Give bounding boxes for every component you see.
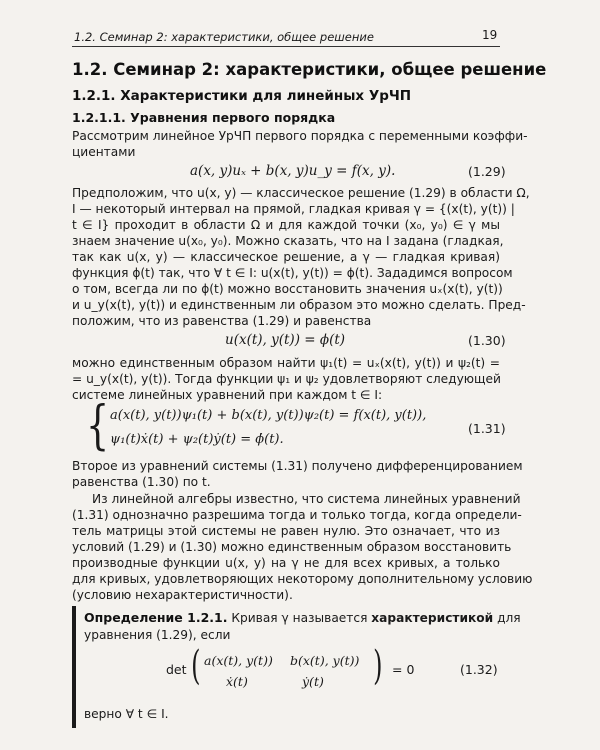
para1-line: Рассмотрим линейное УрЧП первого порядка с переменными коэффи- — [72, 129, 528, 143]
system-line-2: ψ₁(t)ẋ(t) + ψ₂(t)ẏ(t) = ϕ̇(t). — [110, 432, 284, 447]
para4-line: равенства (1.30) по t. — [72, 475, 211, 489]
system-brace: { — [86, 396, 110, 456]
para5-line: для кривых, удовлетворяющих некоторому дополнительному условию — [72, 572, 533, 586]
equation-number: (1.29) — [468, 164, 506, 179]
para5-line: тель матрицы этой системы не равен нулю. Это означает, что из — [72, 524, 500, 538]
para2-line: I — некоторый интервал на прямой, гладкая кривая γ = {(x(t), y(t)) | — [72, 202, 515, 216]
equation-number: (1.30) — [468, 333, 506, 348]
equation-1-29: a(x, y)uₓ + b(x, y)u_y = f(x, y). — [190, 163, 396, 179]
para2-line: функция ϕ(t) так, что ∀ t ∈ I: u(x(t), y(t)) = ϕ(t). Зададимся вопросом — [72, 266, 513, 280]
header-rule — [72, 46, 500, 47]
matrix-left-paren: ( — [191, 643, 201, 689]
para4-line: Второе из уравнений системы (1.31) получено дифференцированием — [72, 459, 523, 473]
para2-line: t ∈ I} проходит в области Ω и для каждой точки (x₀, y₀) ∈ γ мы — [72, 218, 500, 232]
matrix-m21: ẋ(t) — [226, 674, 248, 689]
equation-number: (1.31) — [468, 421, 506, 436]
det-rhs: = 0 — [392, 662, 415, 677]
definition-text: Кривая γ называется — [231, 611, 372, 625]
para1-line: циентами — [72, 145, 136, 159]
subsubsection-title: 1.2.1.1. Уравнения первого порядка — [72, 110, 336, 125]
matrix-m22: ẏ(t) — [302, 674, 324, 689]
para3-line: = u_y(x(t), y(t)). Тогда функции ψ₁ и ψ₂ удовлетворяют следующей — [72, 372, 501, 386]
equation-number: (1.32) — [460, 662, 498, 677]
det-label: det — [166, 662, 187, 677]
para2-line: знаем значение u(x₀, y₀). Можно сказать, что на I задана (гладкая, — [72, 234, 504, 248]
definition-term: характеристикой — [371, 611, 494, 625]
para5-line: производные функции u(x, y) на γ не для всех кривых, а только — [72, 556, 500, 570]
section-title: 1.2. Семинар 2: характеристики, общее решение — [72, 60, 547, 79]
para2-line: о том, всегда ли по ϕ(t) можно восстановить значения uₓ(x(t), y(t)) — [72, 282, 503, 296]
para5-line: условий (1.29) и (1.30) можно единственным образом восстановить — [72, 540, 512, 554]
page-number: 19 — [482, 28, 498, 42]
definition-tail: верно ∀ t ∈ I. — [84, 707, 169, 721]
subsection-title: 1.2.1. Характеристики для линейных УрЧП — [72, 88, 412, 104]
matrix-right-paren: ) — [373, 643, 383, 689]
definition-label: Определение 1.2.1. — [84, 610, 228, 625]
para5-line: (1.31) однозначно разрешима тогда и только тогда, когда определи- — [72, 508, 522, 522]
definition-line-1 — [84, 610, 521, 626]
para5-line: Из линейной алгебры известно, что система линейных уравнений — [92, 492, 521, 506]
para3-line: можно единственным образом найти ψ₁(t) = uₓ(x(t), y(t)) и ψ₂(t) = — [72, 356, 500, 370]
running-title: 1.2. Семинар 2: характеристики, общее решение — [74, 30, 374, 44]
system-line-1: a(x(t), y(t))ψ₁(t) + b(x(t), y(t))ψ₂(t) = f(x(t), y(t)), — [110, 408, 427, 423]
para3-line: системе линейных уравнений при каждом t ∈ I: — [72, 388, 383, 402]
para5-line: (условию нехарактеристичности). — [72, 588, 293, 602]
definition-line-2: уравнения (1.29), если — [84, 628, 231, 642]
para2-line: положим, что из равенства (1.29) и равенства — [72, 314, 372, 328]
definition-text: для — [493, 611, 521, 625]
equation-1-30: u(x(t), y(t)) = ϕ(t) — [225, 332, 346, 348]
para2-line: Предположим, что u(x, y) — классическое решение (1.29) в области Ω, — [72, 186, 530, 200]
para2-line: так как u(x, y) — классическое решение, а γ — гладкая кривая) — [72, 250, 500, 264]
para2-line: и u_y(x(t), y(t)) и единственным ли образом это можно сделать. Пред- — [72, 298, 526, 312]
matrix-m11: a(x(t), y(t)) — [204, 653, 273, 668]
matrix-m12: b(x(t), y(t)) — [290, 653, 360, 668]
definition-bar — [72, 606, 76, 728]
